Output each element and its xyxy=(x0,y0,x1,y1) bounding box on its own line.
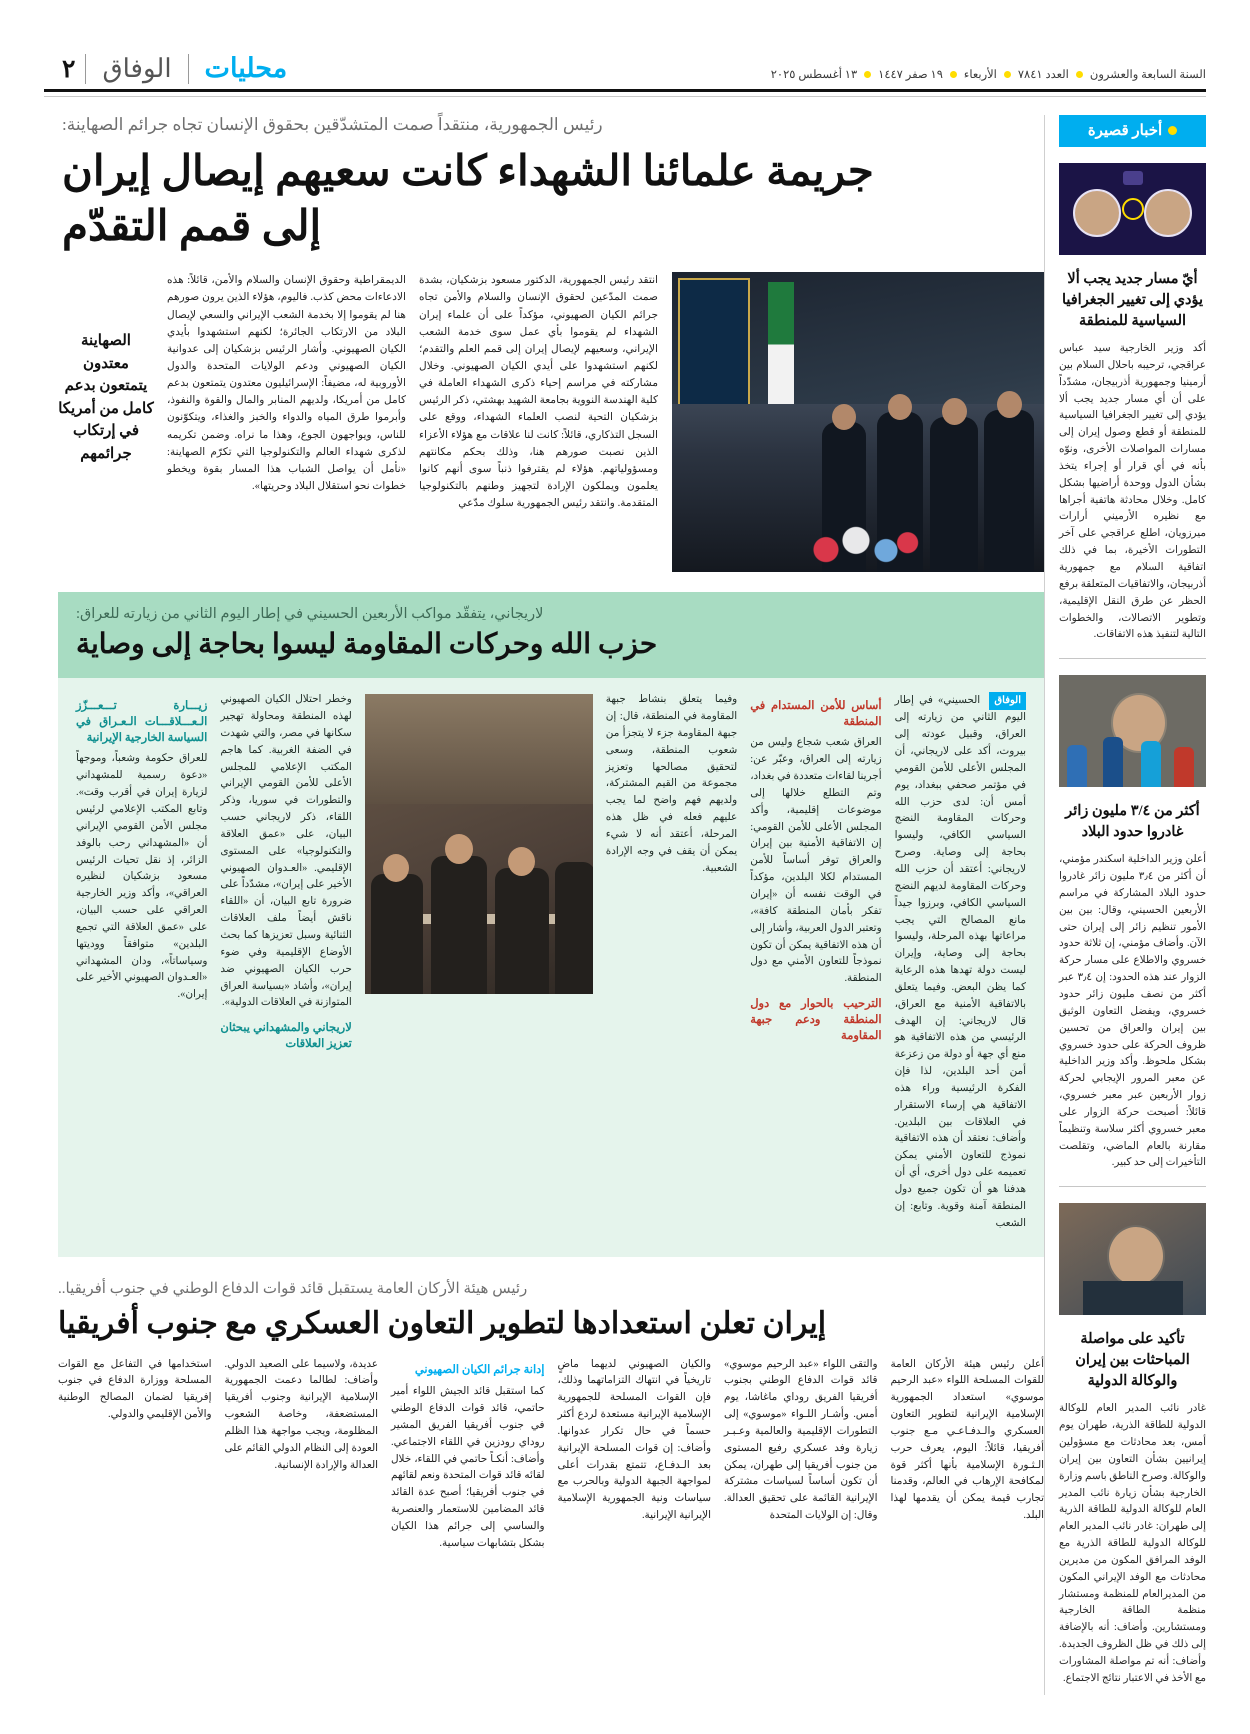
bullet-dot-icon xyxy=(864,71,871,78)
sidebar-item-title: أكثر من ٣/٤ مليون زائر غادروا حدود البلاد xyxy=(1065,803,1200,841)
masthead-issue: العدد ٧٨٤١ xyxy=(1017,69,1069,81)
sidebar-badge-short-news[interactable] xyxy=(1059,115,1206,147)
article-column xyxy=(225,1357,379,1561)
green-paragraph: وخطر احتلال الكيان الصهيوني لهذه المنطقة ومحاولة تهجير سكانها في مصر، والتي شهدت في الضفة الغربية. كما هاجم المكتب الإعلامي للمجلس الأعلى للأمن القومي الإيراني والتطورات في سوريا، وذكر اللقاء، ذكر لاريجاني حسب البيان، على «عمق العلاقة والتكنولوجيا» على المستوى الإقليمي. «العـدوان الصهيوني الأخير على إيران»، مشدّداً على ضرورة تابع البيان، أن «اللقاء ناقش أيضاً ملف العلاقات الثنائية وسبل تعزيزها كما بحث الأوضاع الإقليمية وفي ضوء حرب الكيان الصهيوني ضد إيران»، وأشاد «بسياسة العراق المتوازنة في العلاقات الدولية». xyxy=(220,694,352,1009)
green-subhead-mashhadani: لاريجاني والمشهداني يبحثان تعزيز العلاقات xyxy=(220,1022,352,1051)
avatar xyxy=(1107,1225,1165,1287)
border-official-press-photo xyxy=(1059,675,1206,787)
green-paragraph xyxy=(895,692,1026,1232)
article-column xyxy=(558,1357,712,1561)
green-section-kicker: لاريجاني، يتفقّد مواكب الأربعين الحسيني في إطار اليوم الثاني من زيارته للعراق: xyxy=(76,606,544,623)
sidebar-paragraph: أكد وزير الخارجية سيد عباس عراقجي، ترحيبه باحلال السلام بين أرمينيا وجمهورية أذربيجان، مشدّداً على أن أي مسار جديد يجب ألا يؤدي إلى تغيير الجغرافيا السياسية للمنطقة أو قطع وصول إيران إلى مسارات المواصلات الأخرى، ونوّه بأنه في أي قرار أو إجراء يتخذ بشأن الدول ووحدة أراضيها بشكل كامل. وخلال محادثة هاتفية أجراها مع نظيره الأرميني أرارات ميرزويان، اطلع عراقجي على آخر التطورات الأخيرة، بما في ذلك اتفاقية السلام مع جمهورية أذربيجان، والاتفاقيات المتعلقة برفع الحظر عن طرق النقل الإقليمية، وتطوير الاتصالات، والخطوات التالية لتنفيذ هذه الاتفاقات. xyxy=(1058,343,1206,641)
top-article-headline xyxy=(58,145,1044,254)
article-column xyxy=(167,272,406,572)
sidebar-item-2[interactable] xyxy=(1059,675,1206,1187)
column-paragraph: انتقد رئيس الجمهورية، الدكتور مسعود بزشكيان، بشدة صمت المدّعين لحقوق الإنسان والسلام والأمن تجاه جرائم الكيان الصهيوني، مؤكداً على أن علماء إيران الشهداء لم يقوموا بأي عمل سوى خدمة الشعب الإيراني، وسعيهم لإيصال إيران إلى قمم العلم والتقدم؛ لكنهم استشهدوا على أيدي الكيان الصهيوني. وخلال مشاركته في مراسم إحياء ذكرى الشهداء العاملة في كلية الهندسة النووية بجامعة الشهيد بهشتي، ذكر الرئيس بزشكيان التحية لنصب العلماء الشهداء، ووقع على السجل التذكاري، قائلاً: كانت لنا علاقات مع هؤلاء الأعزاء الذين نصبت صورهم هنا، وذلك بحكم مكانتهم ومسؤولياتهم. هؤلاء لم يقترفوا ذنباً سوى أنهم كانوا يعلمون ويملكون الإرادة لتجهيز وطنهم بالتكنولوجيا المتقدمة. وانتقد رئيس الجمهورية سلوك مدّعي xyxy=(419,275,658,510)
bottom-article-kicker: رئيس هيئة الأركان العامة يستقبل قائد قوات الدفاع الوطني في جنوب أفريقيا.. xyxy=(58,1280,528,1297)
top-article-zone xyxy=(58,272,1044,572)
column-paragraph: والكيان الصهيوني لديهما ماضٍ تاريخياً في انتهاك التزاماتهما وذلك، فإن القوات المسلحة للجمهورية الإسلامية الإيرانية مستعدة لردع أكثر حسماً في حال تكرار عدوانها. وأضاف: إن قوات المسلحة الإيرانية بعد الـدفـاع، تتمتع بقدرات أعلى لمواجهة الجبهة الدولية وبالحرب مع سياسات ونية الجمهورية الإسلامية الإيرانية الإيرانية. xyxy=(557,1358,711,1522)
green-paragraph: للعراق حكومة وشعباً، وموجهاً «دعوة رسمية للمشهداني لزيارة إيران في أقرب وقت». وتابع المكتب الإعلامي لرئيس مجلس الأمن القومي الإيراني أن «المشهداني رحب بالوفد الزائر، إذ نقل تحيات الرئيس مسعود بزشكيان لنظيره العراقي»، وأكد وزير الخارجية العراقي على حسب البيان، على «عمق العلاقة التي تجمع البلدين» متوافقاً ووديتها وسياساتاً»، ودان المشهداني «العـدوان الصهيوني الأخير على إيران». xyxy=(75,753,208,1001)
photo-person xyxy=(555,862,593,994)
photo-person xyxy=(431,856,487,994)
sidebar-paragraph: غادر نائب المدير العام للوكالة الدولية للطاقة الذرية، طهران يوم أمس، بعد محادثات مع مسؤولين إيرانيين بشأن التعاون بين إيران والوكالة. وصرح الناطق باسم وزارة الخارجية بشأن زيارة نائب المدير العام للوكالة الدولية للطاقة الذرية إلى طهران: غادر نائب المدير العام للوكالة الدولية للطاقة الذرية مع الوفد المرافق المكون من مديرين محادثات مع الوفد الإيراني المكون من المديرالعام للمنظمة ومستشار منظمة الطاقة الخارجية ومستشارين. وأضاف: أنه بالإضافة إلى ذلك في ظل الظروف الجديدة. وأضاف: أنه تم مواصلة المشاورات مع الأخذ في الاعتبار نتائج الاجتماع. xyxy=(1059,1403,1206,1684)
green-section-body xyxy=(58,678,1044,1256)
photo-person xyxy=(371,874,423,994)
green-section-header xyxy=(58,592,1044,678)
divider xyxy=(1059,1186,1206,1187)
green-column xyxy=(750,692,881,1240)
green-subhead-welcome: الترحيب بالحوار مع دول المنطقة ودعم جبهة المقاومة xyxy=(750,998,882,1043)
masthead-hijri-date: ١٩ صفر ١٤٤٧ xyxy=(878,69,943,81)
sidebar-item-body xyxy=(1059,852,1206,1172)
article-column xyxy=(391,1357,545,1561)
green-column xyxy=(76,692,207,1240)
microphone-icon xyxy=(1067,745,1087,787)
photo-person-head xyxy=(942,398,967,425)
official-interview-photo xyxy=(1059,1203,1206,1315)
bottom-article-columns xyxy=(58,1357,1044,1561)
article-column xyxy=(891,1357,1045,1561)
header-rule xyxy=(44,96,1206,97)
divider xyxy=(188,54,189,84)
column-paragraph: أعلن رئيس هيئة الأركان العامة للقوات المسلحة اللواء «عبد الرحيم موسوي» استعداد الجمهورية الإسلامية الإيرانية لتطوير التعاون العسكري والـدفـاعـي مـع جنوب أفريقيا، قائلاً: اليوم، يعرف حرب الـثـورة الإسلامية بأنها أكثر قوة لمكافحة الإرهاب في العالم، وقدمنا تجارب قيمة يمكن أن يقدمها لهذا البلد. xyxy=(890,1358,1044,1522)
masthead-gregorian-date: ١٣ أغسطس ٢٠٢٥ xyxy=(770,69,858,81)
sidebar-item-title: تأكيد على مواصلة المباحثات بين إيران والوكالة الدولية xyxy=(1075,1331,1190,1390)
photo-person-head xyxy=(832,404,856,430)
sidebar-item-1[interactable] xyxy=(1059,163,1206,659)
column-paragraph: كما استقبل قائد الجيش اللواء أمير حاتمي، قائد قوات الدفاع الوطني في جنوب أفريقيا الفريق المشير روداي رودزين في اللقاء الاجتماعي. وأضاف: أنكـاً حاتمي في اللقاء، خلال لقائه قائد قوات المتحدة ونعم لقائهم في جنوب أفريقيا؛ أصبح عدة القائد قائد المضامين للاستعمار والعنصرية والساسي إلى جرائم هذا الكيان بشكل بتشابهات سياسية. xyxy=(391,1386,545,1549)
larijani-visit-photo xyxy=(365,694,593,994)
column-paragraph: عديدة، ولاسيما على الصعيد الدولي. وأضاف: لطالما دعمت الجمهورية الإسلامية الإيرانية وجنوب أفريقيا المستضعفة، وخاصة الشعوب المظلومة، ويجب مواجهة هذا الظلم العودة إلى النظام الدولي القائم على العدالة والإرادة الإنسانية. xyxy=(224,1358,378,1471)
masthead-weekday: الأربعاء xyxy=(963,69,997,81)
green-column xyxy=(220,692,351,1240)
photo-person-head xyxy=(445,834,473,864)
article-column xyxy=(419,272,658,572)
green-section xyxy=(58,572,1044,1256)
green-paragraph: العراق شعب شجاع وليس من زيارته إلى العراق، وعبّر عن: أجرينا لقاءات متعددة في بغداد، وتم التطلع خلالها إلى موضوعات إقليمية، وأكد المجلس الأعلى للأمن القومي: إن الاتفاقية الأمنية بين إيران والعراق توفر أساساً للأمن المستدام لكلا البلدين، مؤكداً في الوقت نفسه أن «إيران تفكر بأمان المنطقة كافة»، وتعتبر الدول العربية، وأشار إلى أن هذه الاتفاقية يمكن أن تكون نموذجاً للتعاون الأمني مع دول المنطقة. xyxy=(750,737,882,985)
photo-flowers xyxy=(802,522,922,568)
sidebar xyxy=(1044,115,1206,1695)
bullet-dot-icon xyxy=(950,71,957,78)
masthead-year: السنة السابعة والعشرون xyxy=(1089,69,1206,81)
microphone-icon xyxy=(1174,747,1194,787)
bottom-subhead: إدانة جرائم الكيان الصهيوني xyxy=(414,1363,545,1376)
green-section-headline: حزب الله وحركات المقاومة ليسوا بحاجة إلى وصاية xyxy=(76,629,658,661)
column-paragraph: الديمقراطية وحقوق الإنسان والسلام والأمن، قائلاً: هذه الادعاءات محض كذب. فاليوم، هؤلاء الذين يرون صورهم هنا لم يقوموا إلا بخدمة الشعب الإيراني والسعي لإيصال البلاد من الارتكاب الجائرة؛ لكنهم استشهدوا بأيدي الكيان الصهيوني. وأشار الرئيس بزشكيان إلى عدوانية الكيان الصهيوني ودعم الولايات المتحدة والدول الأوروبية له، مضيفاً: الإسرائيليون معتدون يتمتعون بدعم كامل من أمريكا، ولديهم المنابر والمال والقوة والنفوذ، وأبرموا طرق المياه والدواء والخبز والغذاء، ويتكوّنون للناس، ويواجهون الجوع، وهذا ما نراه. وضمن تكريمه لذكرى شهداء العالم والتكنولوجيا التي تكرّم الصهاينة: «نأمل أن يواصل الشباب هذا المسار بقوة ويخطو خطوات نحو استقلال البلاد وحريتها». xyxy=(167,275,406,493)
photo-person xyxy=(495,868,549,994)
logo-icon xyxy=(1123,171,1143,185)
sidebar-paragraph: أعلن وزير الداخلية اسكندر مؤمني، أن أكثر من ٣٫٤ مليون زائر غادروا حدود البلاد المشاركة في مراسم الأربعين الحسيني، وقال: بين بين الأمور تنظيم زائر إلى إيران حتى الآن. وأضاف مؤمني، إن ثلاثة حدود خسروي والاطلاع على مسار حركة الزوار عند هذه الحدود: إن ٣٫٤ عبر أكثر من نصف مليون زائر حدود خسروي، ويفضل التعاون الوثيق بين إيران والعراق من تحسين ظروف الحركة على حدود خسروي بشكل ملحوظ. وأكد وزير الداخلية عن معبر المرور الإيجابي لحركة زوار الأربعين عبر معبر خسروي، قائلاً: أصبحت حركة الزوار على معبر خسروي أكثر سلاسة وتنظيماً مقارنة بالعام الماضي، وتقلصت التأخيرات إلى حد كبير. xyxy=(1059,854,1206,1169)
masthead-brand xyxy=(44,53,303,84)
headline-line-2: إلى قمم التقدّم xyxy=(62,203,322,250)
sidebar-item-3[interactable] xyxy=(1059,1203,1206,1687)
president-ceremony-photo xyxy=(672,272,1044,572)
bullet-dot-icon xyxy=(1004,71,1011,78)
divider xyxy=(1059,658,1206,659)
avatar xyxy=(1144,189,1192,237)
masthead-dateline xyxy=(771,67,1206,84)
sidebar-item-body xyxy=(1059,341,1206,644)
article-column xyxy=(58,1357,212,1561)
article-column xyxy=(724,1357,878,1561)
photo-person-head xyxy=(888,394,912,420)
araghchi-meeting-photo xyxy=(1059,163,1206,255)
bottom-article-headline: إيران تعلن استعدادها لتطوير التعاون العسكري مع جنوب أفريقيا xyxy=(58,1306,827,1340)
green-section-columns xyxy=(76,692,1026,1240)
sidebar-badge-label: أخبار قصيرة xyxy=(1087,123,1163,139)
masthead xyxy=(44,46,1206,92)
headline-line-1: جريمة علمائنا الشهداء كانت سعيهم إيصال إيران xyxy=(62,149,874,195)
top-article xyxy=(58,115,1044,572)
green-subhead-security: أساس للأمن المستدام في المنطقة xyxy=(750,700,882,729)
divider xyxy=(85,54,86,84)
column-paragraph: والتقى اللواء «عبد الرحيم موسوي» قائد قوات الدفاع الوطني بجنوب أفريقيا الفريق روداي ماغاشا، يوم أمس. وأشـار اللـواء «موسوي» إلى التطورات الإقليمية والعالمية وعـبـر زيارة وفد عسكري رفيع المستوى من جنوب أفريقيا إلى طهران، يمكن أن تكون أساساً لسياسات مشتركة الإيرانية القائمة على تحقيق العدالة. وقال: إن الولايات المتحدة xyxy=(724,1358,878,1522)
green-column xyxy=(606,692,737,1240)
page-body xyxy=(44,115,1206,1695)
bullet-dot-icon xyxy=(1168,126,1177,135)
photo-person xyxy=(984,410,1034,572)
bottom-article xyxy=(58,1279,1044,1561)
top-article-columns xyxy=(58,272,658,572)
photo-person-head xyxy=(997,391,1022,418)
green-subhead-visit: زيـــارة تـــعـــزّز الـعـــلاقـــات الـعـراق في السياسة الخارجية الإيرانية xyxy=(75,700,208,745)
page-number: ٢ xyxy=(62,56,76,83)
photo-person-head xyxy=(383,854,409,882)
green-column xyxy=(895,692,1026,1240)
section-title: محليات xyxy=(204,53,288,83)
microphone-icon xyxy=(1103,737,1123,787)
column-paragraph: استخدامها في التفاعل مع القوات المسلحة ووزارة الدفاع في جنوب إفريقيا لضمان المصالح الوطنية والأمن الإقليمي والدولي. xyxy=(58,1358,212,1421)
main-content xyxy=(44,115,1044,1695)
sidebar-item-title: أيّ مسار جديد يجب ألا يؤدي إلى تغيير الجغرافيا السياسية للمنطقة xyxy=(1061,271,1204,330)
photo-backdrop xyxy=(365,694,593,804)
brand-tag: الوفاق xyxy=(989,692,1026,710)
green-paragraph-text: الحسيني» في إطار اليوم الثاني من زيارته إلى العراق، وقبيل عودته إلى بيروت، أكد على لاريجاني، أن المجلس الأعلى للأمن القومي في مؤتمر صحفي ببغداد، يوم أمس أن: لدى حزب الله وحركات المقاومة النضج السياسي الكافي، وليسوا بحاجة إلى وصاية. وصرح لاريجاني: أعتقد أن حزب الله وحركات المقاومة لديهم النضج السياسي الكافي، وبرزوا جيداً مانع المصالح التي يجب مراعاتها بهذه المرحلة، وليسوا بحاجة إلى وصاية، وإيران ليست دولة تهدها هذه الرعاية كما يظن البعض. وفيما يتعلق بالاتفاقية الأمنية مع العراق، قال لاريجاني: إن الهدف الرئيسي من هذه الاتفاقية هو منع أي جهة أو دولة من زعزعة أمن أحد البلدين، لذا فإن الفكرة الرئيسية وراء هذه الاتفاقية هي إرساء الاستقرار في العلاقات بين البلدين. وأضاف: نعتقد أن هذه الاتفاقية نموذج للتعاون الأمني يمكن تعميمه على دول أخرى، أي أن هدفنا هو أن تكون جميع دول المنطقة آمنة وقوية. وتابع: إن الشعب xyxy=(894,695,1026,1229)
green-paragraph: وفيما يتعلق بنشاط جبهة المقاومة في المنطقة، قال: إن جبهة المقاومة جزء لا يتجزأ من شعوب المنطقة، وسعى لتحقيق مصالحها وتعزيز مجموعة من القيم المشتركة، ولديهم فهم واضح لما يجب عليهم فعله في ظل هذه المرحلة، أعتقد أنه لا شيء يمكن أن يقف في وجه الإرادة الشعبية. xyxy=(605,694,738,874)
top-article-kicker: رئيس الجمهورية، منتقداً صمت المتشدّقين بحقوق الإنسان تجاه جرائم الصهاينة: xyxy=(62,115,603,134)
paper-title: الوفاق xyxy=(102,54,172,83)
sidebar-item-body xyxy=(1059,1401,1206,1687)
emblem-icon xyxy=(1122,198,1144,220)
photo-person xyxy=(930,417,978,572)
avatar xyxy=(1073,189,1121,237)
microphone-icon xyxy=(1141,741,1161,787)
photo-suit xyxy=(1083,1281,1183,1315)
top-article-pull-quote: الصهاينة معتدون يتمتعون بدعم كامل من أمريكا في إرتكاب جرائمهم xyxy=(58,333,154,462)
bullet-dot-icon xyxy=(1076,71,1083,78)
photo-person-head xyxy=(508,847,535,876)
